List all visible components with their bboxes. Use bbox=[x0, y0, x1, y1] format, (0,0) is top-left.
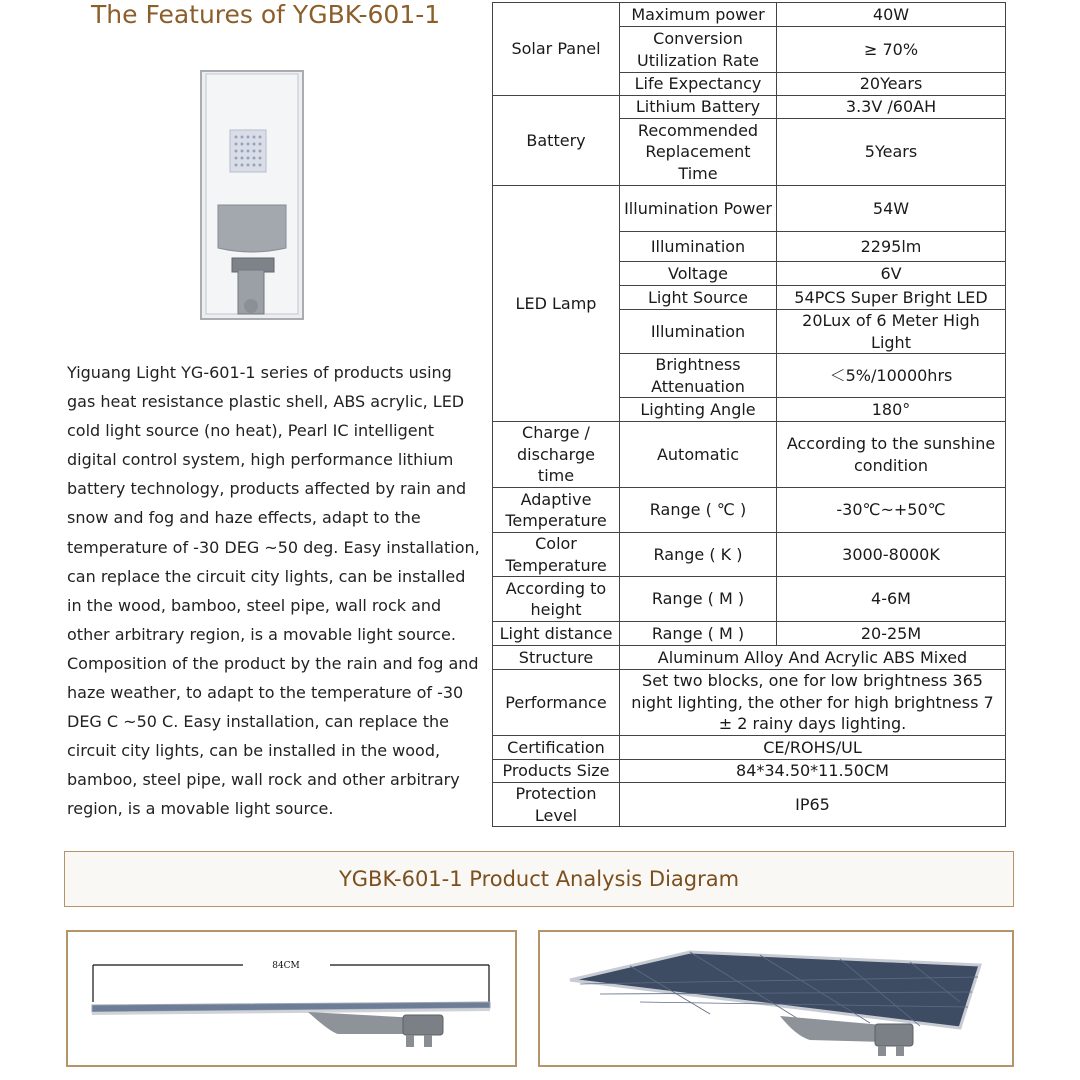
spec-label: According to height bbox=[493, 577, 620, 622]
table-row bbox=[493, 96, 1006, 119]
spec-label: Illumination Power bbox=[620, 186, 777, 232]
spec-label: Adaptive Temperature bbox=[493, 488, 620, 533]
table-row bbox=[493, 186, 1006, 232]
product-photo-angled bbox=[538, 930, 1014, 1067]
spec-value: 20-25M bbox=[777, 622, 1006, 646]
table-row bbox=[493, 736, 1006, 760]
table-row bbox=[493, 646, 1006, 670]
spec-value: IP65 bbox=[620, 783, 1006, 827]
product-description: Yiguang Light YG-601-1 series of products using gas heat resistance plastic shell, ABS acrylic, LED cold light source (no heat), Pearl IC intelligent digital control system, high performance lithium battery technology, products affected by rain and snow and fog and haze effects, adapt to the temperature of -30 DEG ~50 deg. Easy installation, can replace the circuit city lights, can be installed in the wood, bamboo, steel pipe, wall rock and other arbitrary region, is a movable light source. Composition of the product by the rain and fog and haze weather, to adapt to the temperature of -30 DEG C ~50 C. Easy installation, can replace the circuit city lights, can be installed in the wood, bamboo, steel pipe, wall rock and other arbitrary region, is a movable light source. bbox=[67, 363, 480, 819]
spec-value: 5Years bbox=[777, 119, 1006, 186]
spec-mid: Range ( K ) bbox=[620, 533, 777, 577]
spec-group-led-lamp: LED Lamp bbox=[493, 186, 620, 422]
spec-label: Illumination bbox=[620, 310, 777, 354]
spec-value: 20Years bbox=[777, 73, 1006, 96]
spec-value: Set two blocks, one for low brightness 365 night lighting, the other for high brightness 7 ± 2 rainy days lighting. bbox=[620, 670, 1006, 736]
spec-label: Light distance bbox=[493, 622, 620, 646]
spec-label: Charge / discharge time bbox=[493, 422, 620, 488]
banner-title: YGBK-601-1 Product Analysis Diagram bbox=[338, 867, 740, 891]
table-row bbox=[493, 783, 1006, 827]
spec-value: According to the sunshine condition bbox=[777, 422, 1006, 488]
spec-value: 3000-8000K bbox=[777, 533, 1006, 577]
spec-value: ≥ 70% bbox=[777, 27, 1006, 73]
spec-value: 54W bbox=[777, 186, 1006, 232]
spec-value: 6V bbox=[777, 262, 1006, 286]
product-photo-side bbox=[66, 930, 517, 1067]
spec-label: Lighting Angle bbox=[620, 398, 777, 422]
spec-group-battery: Battery bbox=[493, 96, 620, 186]
spec-label: Brightness Attenuation bbox=[620, 354, 777, 398]
spec-value: 180° bbox=[777, 398, 1006, 422]
spec-label: Conversion Utilization Rate bbox=[620, 27, 777, 73]
table-row bbox=[493, 422, 1006, 488]
spec-label: Light Source bbox=[620, 286, 777, 310]
spec-mid: Automatic bbox=[620, 422, 777, 488]
spec-value: ＜5%/10000hrs bbox=[777, 354, 1006, 398]
spec-value: 2295lm bbox=[777, 232, 1006, 262]
spec-label: Life Expectancy bbox=[620, 73, 777, 96]
table-row bbox=[493, 533, 1006, 577]
spec-value: 4-6M bbox=[777, 577, 1006, 622]
table-row bbox=[493, 577, 1006, 622]
dimension-label: 84CM bbox=[272, 961, 300, 971]
spec-mid: Range ( ℃ ) bbox=[620, 488, 777, 533]
spec-value: 3.3V /60AH bbox=[777, 96, 1006, 119]
table-row bbox=[493, 3, 1006, 27]
spec-value: 40W bbox=[777, 3, 1006, 27]
table-row bbox=[493, 760, 1006, 783]
spec-label: Protection Level bbox=[493, 783, 620, 827]
spec-value: Aluminum Alloy And Acrylic ABS Mixed bbox=[620, 646, 1006, 670]
spec-label: Maximum power bbox=[620, 3, 777, 27]
spec-value: -30℃~+50℃ bbox=[777, 488, 1006, 533]
spec-label: Color Temperature bbox=[493, 533, 620, 577]
spec-label: Lithium Battery bbox=[620, 96, 777, 119]
lamp-front-image bbox=[200, 70, 304, 320]
spec-label: Voltage bbox=[620, 262, 777, 286]
spec-value: 20Lux of 6 Meter High Light bbox=[777, 310, 1006, 354]
table-row bbox=[493, 622, 1006, 646]
spec-label: Performance bbox=[493, 670, 620, 736]
table-row bbox=[493, 670, 1006, 736]
page-title: The Features of YGBK-601-1 bbox=[91, 0, 441, 29]
spec-label: Illumination bbox=[620, 232, 777, 262]
table-row bbox=[493, 488, 1006, 533]
spec-label: Recommended Replacement Time bbox=[620, 119, 777, 186]
spec-group-solar-panel: Solar Panel bbox=[493, 3, 620, 96]
spec-value: CE/ROHS/UL bbox=[620, 736, 1006, 760]
spec-value: 84*34.50*11.50CM bbox=[620, 760, 1006, 783]
spec-label: Structure bbox=[493, 646, 620, 670]
spec-mid: Range ( M ) bbox=[620, 622, 777, 646]
spec-value: 54PCS Super Bright LED bbox=[777, 286, 1006, 310]
spec-label: Certification bbox=[493, 736, 620, 760]
spec-mid: Range ( M ) bbox=[620, 577, 777, 622]
section-banner bbox=[64, 851, 1014, 907]
spec-label: Products Size bbox=[493, 760, 620, 783]
spec-table bbox=[492, 2, 1006, 827]
